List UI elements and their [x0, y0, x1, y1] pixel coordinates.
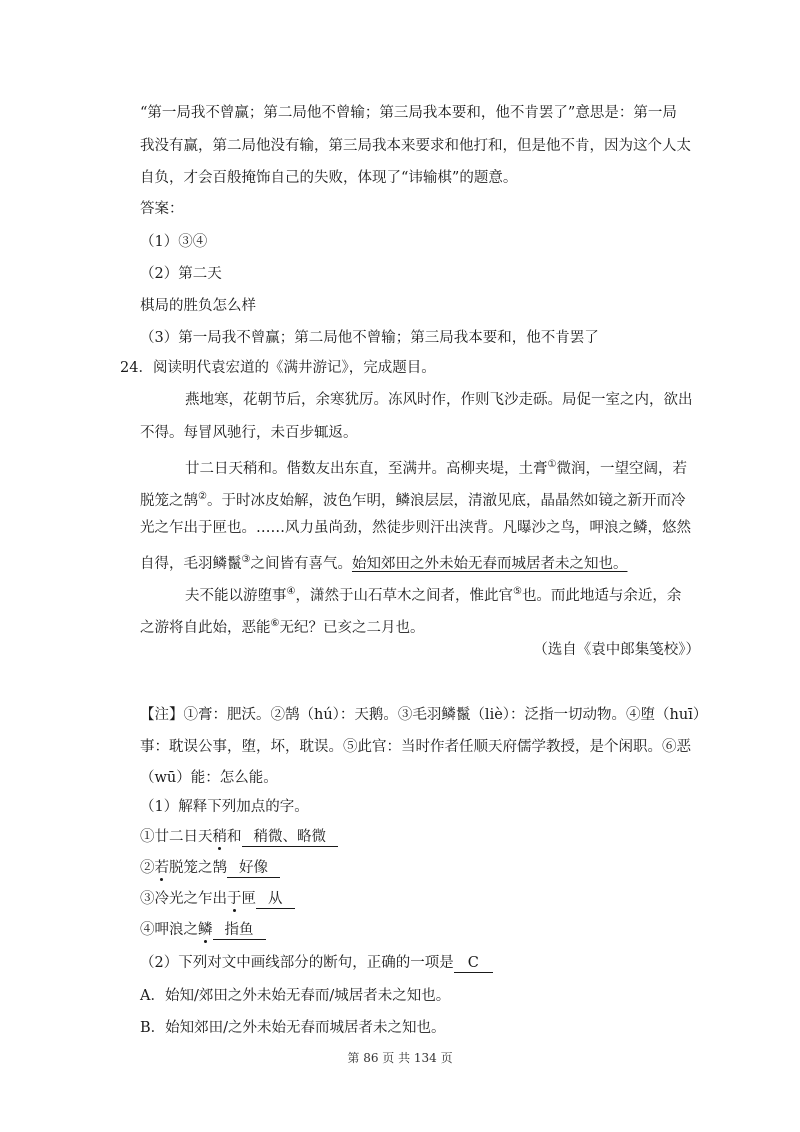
answer-2b: 棋局的胜负怎么样 — [140, 298, 256, 314]
passage-line — [185, 455, 687, 479]
page-footer: 第 86 页 共 134 页 — [347, 1051, 453, 1065]
passage-text: 廿二日天稍和。偕数友出东直，至满井。高柳夹堤，土膏 — [185, 460, 548, 477]
vocab-text: ①廿二日天 — [140, 829, 213, 845]
vocab-text: 和 — [227, 829, 242, 845]
passage-text: 微润，一望空阔，若 — [556, 460, 687, 477]
underlined-sentence: 始知郊田之外未始无春而城居者未之知也。 — [351, 555, 628, 572]
passage-line: 光之乍出于匣也。……风力虽尚劲，然徒步则汗出浃背。凡曝沙之鸟，呷浪之鳞，悠然 — [140, 520, 691, 536]
answer-2: （2）第二天 — [140, 266, 222, 282]
answer-blank: 好像 — [227, 859, 280, 878]
note-marker: ① — [547, 459, 557, 470]
passage-text: ，潇然于山石草木之间者，惟此官 — [295, 587, 513, 604]
option-b: B．始知郊田/之外未始无春而城居者未之知也。 — [140, 1020, 446, 1036]
text-line: 自负，才会百般掩饰自己的失败，体现了“讳输棋”的题意。 — [140, 170, 518, 186]
vocab-item — [140, 889, 295, 909]
passage-line — [140, 550, 627, 574]
question-24: 24．阅读明代袁宏道的《满井游记》，完成题目。 — [120, 360, 436, 376]
answer-blank: 稍微、略微 — [242, 828, 339, 847]
answer-blank: 从 — [256, 890, 295, 909]
note-line: （wū）能：怎么能。 — [140, 770, 278, 786]
note-marker: ⑥ — [270, 618, 280, 629]
note-marker: ④ — [286, 586, 296, 597]
passage-text: 脱笼之鹄 — [140, 492, 198, 509]
passage-text: 夫不能以游堕事 — [185, 587, 287, 604]
vocab-item — [140, 827, 338, 847]
passage-line — [140, 614, 424, 638]
text-line: 我没有赢，第二局他没有输，第三局我本来要求和他打和，但是他不肯，因为这个人太 — [140, 138, 691, 154]
passage-line: 不得。每冒风驰行，未百步辄返。 — [140, 425, 358, 441]
note-line: 事：耽误公事，堕，坏，耽误。⑤此官：当时作者任顺天府儒学教授，是个闲职。⑥恶 — [140, 739, 691, 755]
passage-line — [140, 487, 685, 511]
passage-text: 之游将自此始，恶能 — [140, 619, 271, 636]
vocab-text: ③冷光之乍出 — [140, 891, 227, 907]
note-marker: ② — [198, 491, 207, 502]
vocab-text: 匣 — [241, 891, 256, 907]
passage-text: 无纪？已亥之二月也。 — [279, 619, 425, 636]
passage-line: 燕地寒，花朝节后，余寒犹厉。冻风时作，作则飞沙走砾。局促一室之内，欲出 — [185, 392, 693, 408]
passage-text: 也。而此地适与余近，余 — [521, 587, 682, 604]
dotted-char: 若 — [154, 860, 169, 876]
answer-label: 答案： — [140, 201, 184, 217]
vocab-text: 脱笼之鹄 — [169, 860, 227, 876]
vocab-item — [140, 858, 280, 878]
source-citation: （选自《袁中郎集笺校》） — [533, 642, 700, 658]
answer-3: （3）第一局我不曾赢；第二局他不曾输；第三局我本要和，他不肯罢了 — [140, 330, 599, 346]
dotted-char: 鳞 — [198, 922, 213, 938]
question-2-text: （2）下列对文中画线部分的断句，正确的一项是 — [140, 955, 454, 971]
question-2 — [140, 953, 493, 973]
answer-1: （1）③④ — [140, 234, 208, 250]
vocab-text: ② — [140, 860, 155, 876]
answer-blank: C — [454, 954, 493, 973]
answer-blank: 指鱼 — [213, 921, 266, 940]
passage-text: 。于时冰皮始解，波色乍明，鳞浪层层，清澈见底，晶晶然如镜之新开而冷 — [206, 492, 686, 509]
dotted-char: 稍 — [212, 829, 227, 845]
text-line: “第一局我不曾赢；第二局他不曾输；第三局我本要和，他不肯罢了”意思是：第一局 — [140, 105, 677, 121]
vocab-text: ④呷浪之 — [140, 922, 198, 938]
passage-line — [185, 582, 681, 606]
passage-text: 自得，毛羽鳞鬣 — [140, 555, 242, 572]
option-a: A．始知/郊田之外未始无春而/城居者未之知也。 — [140, 988, 451, 1004]
passage-text: 之间皆有喜气。 — [250, 555, 352, 572]
note-marker: ③ — [241, 554, 251, 565]
dotted-char: 于 — [227, 891, 242, 907]
note-marker: ⑤ — [512, 586, 522, 597]
vocab-item — [140, 920, 266, 940]
question-1: （1）解释下列加点的字。 — [140, 799, 309, 815]
note-line: 【注】①膏：肥沃。②鹄（hú）：天鹅。③毛羽鳞鬣（liè）：泛指一切动物。④堕（huī） — [140, 707, 708, 723]
